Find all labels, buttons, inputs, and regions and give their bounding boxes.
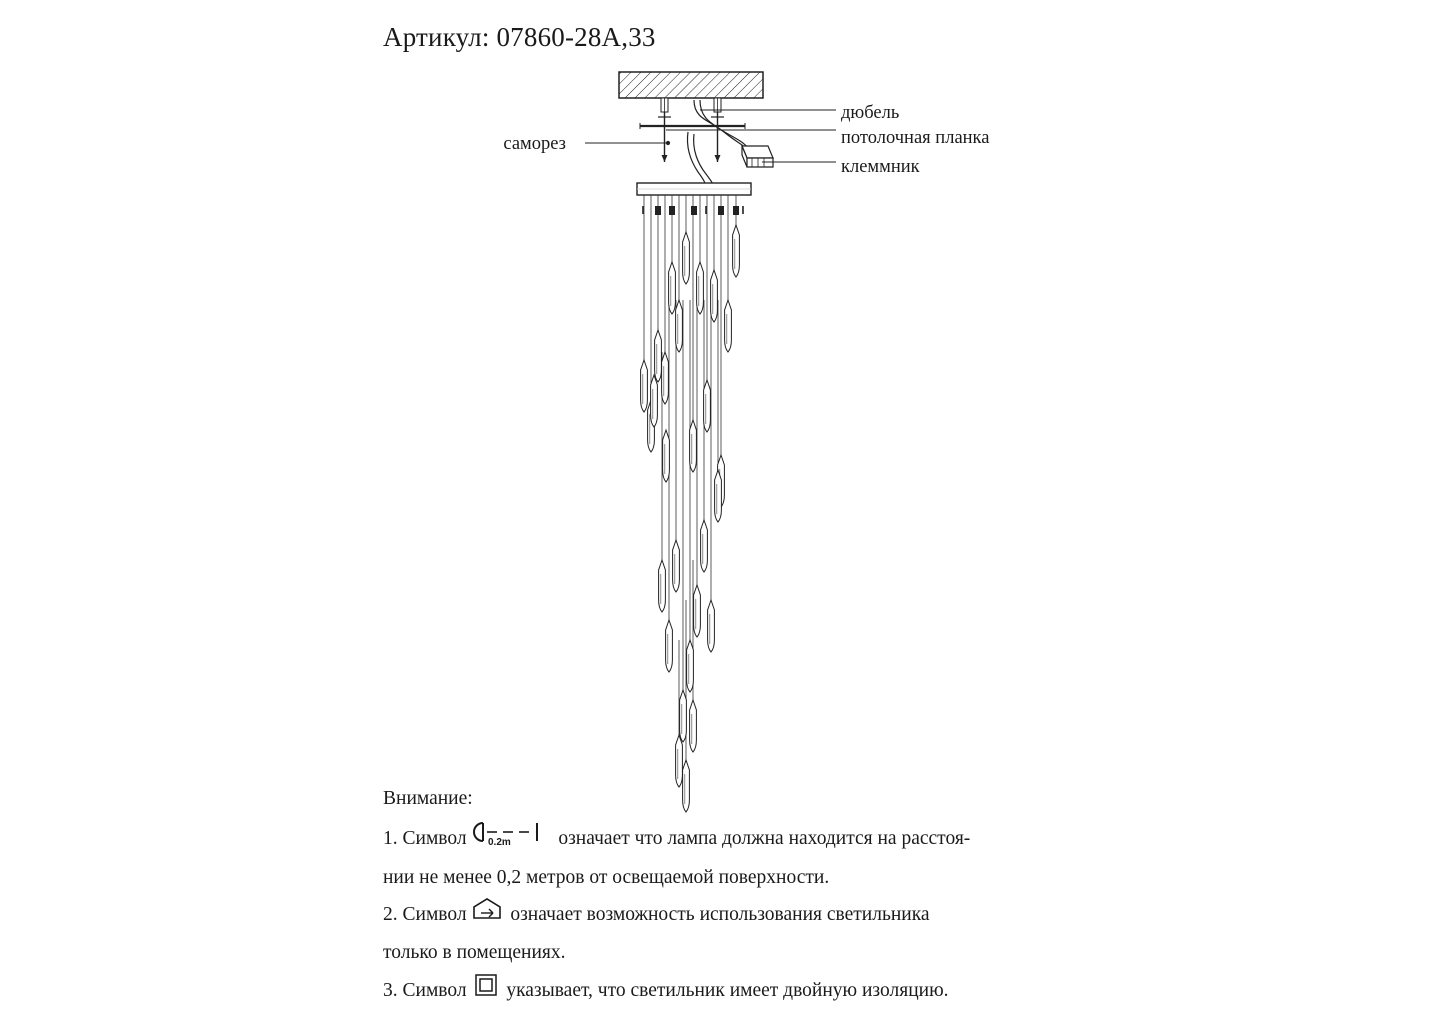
- indoor-house-icon: [471, 897, 505, 932]
- ceiling-slab: [619, 72, 763, 98]
- note-1-text-before: 1. Символ: [383, 827, 467, 849]
- callout-label-samorez: саморез: [503, 134, 566, 154]
- distance-symbol-value: 0.2m: [488, 837, 512, 846]
- distance-symbol-icon: [471, 820, 553, 857]
- note-2-text-after: означает возможность использования светильника: [510, 903, 930, 925]
- note-1-text-after: означает что лампа должна находится на расстоя-: [558, 827, 971, 849]
- callout-label-dyubel: дюбель: [841, 103, 900, 123]
- note-3-text-after: указывает, что светильник имеет двойную изоляцию.: [506, 979, 949, 1001]
- double-insulation-icon: [471, 972, 501, 1009]
- note-1-line-1: [383, 821, 1043, 858]
- screws: [658, 112, 724, 162]
- note-1-line-2: нии не менее 0,2 метров от освещаемой поверхности.: [383, 867, 830, 888]
- warning-notes: [383, 783, 1043, 1014]
- canopy-bar: [637, 183, 751, 195]
- note-3-text-before: 3. Символ: [383, 979, 467, 1001]
- page-title: Артикул: 07860-28A,33: [383, 22, 656, 52]
- terminal-block: [742, 146, 773, 167]
- note-2-text-before: 2. Символ: [383, 903, 467, 925]
- ceiling-plate: [640, 123, 745, 129]
- note-2-line-2: только в помещениях.: [383, 942, 566, 963]
- note-2-line-1: [383, 898, 1043, 933]
- note-3-line-1: [383, 973, 1043, 1010]
- callout-label-klemmnik: клеммник: [841, 157, 920, 177]
- callout-label-potolochnaya-planka: потолочная планка: [841, 128, 990, 148]
- leader-lines: [585, 110, 836, 162]
- wiring: [687, 100, 752, 188]
- notes-heading: Внимание:: [383, 788, 473, 809]
